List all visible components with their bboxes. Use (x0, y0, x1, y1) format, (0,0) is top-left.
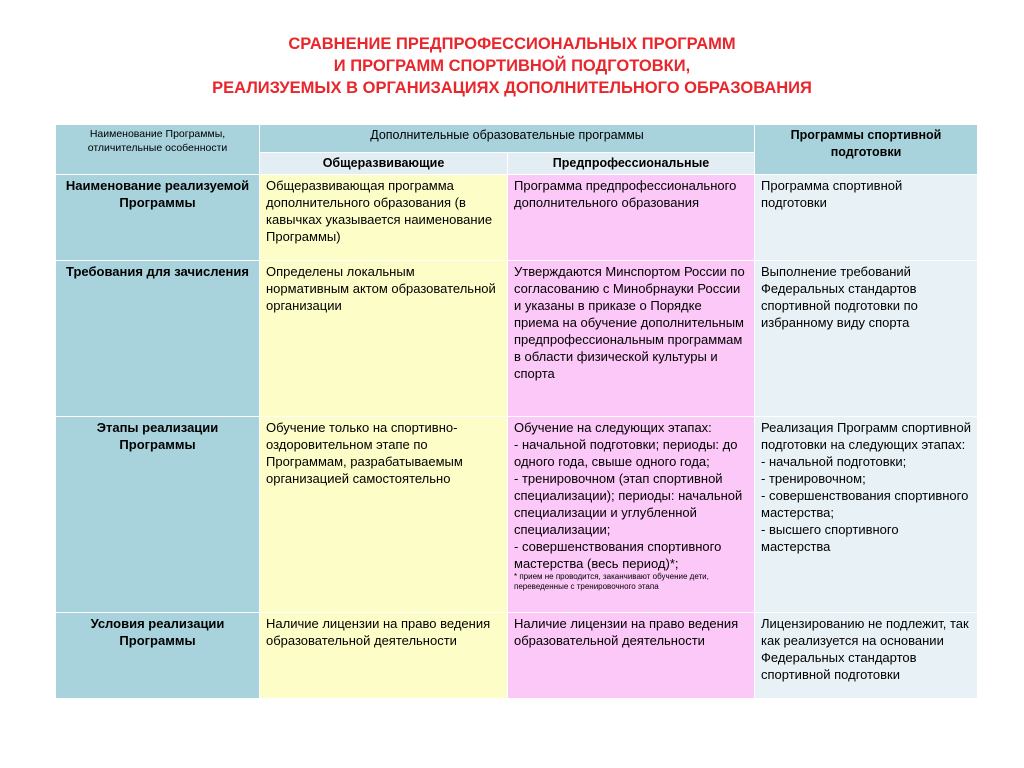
table-row (56, 261, 978, 417)
title-line-3: РЕАЛИЗУЕМЫХ В ОРГАНИЗАЦИЯХ ДОПОЛНИТЕЛЬНОГО ОБРАЗОВАНИЯ (212, 79, 812, 97)
comparison-table (55, 124, 978, 699)
footnote: * прием не проводится, заканчивают обучение дети, переведенные с тренировочного этапа (514, 572, 709, 591)
cell-general: Определены локальным нормативным актом образовательной организации (260, 261, 508, 417)
subheader-preprofessional: Предпрофессиональные (508, 153, 755, 175)
cell-general: Обучение только на спортивно-оздоровительном этапе по Программам, разрабатываемым организацией самостоятельно (260, 417, 508, 613)
row-label: Этапы реализации Программы (56, 417, 260, 613)
cell-text: Обучение на следующих этапах: - начальной подготовки; периоды: до одного года, свыше одного года; - тренировочном (этап спортивной специализации); периоды: начальной специализации и углубленной специализации; - совершенствования спортивного мастерства (весь период)*; (514, 420, 743, 571)
subheader-general: Общеразвивающие (260, 153, 508, 175)
cell-general: Наличие лицензии на право ведения образовательной деятельности (260, 613, 508, 699)
title-line-2: И ПРОГРАММ СПОРТИВНОЙ ПОДГОТОВКИ, (333, 57, 691, 75)
cell-preprofessional (508, 417, 755, 613)
cell-sport: Реализация Программ спортивной подготовки на следующих этапах: - начальной подготовки; - тренировочном; - совершенствования спортивного мастерства; - высшего спортивного мастерства (755, 417, 978, 613)
cell-preprofessional: Наличие лицензии на право ведения образовательной деятельности (508, 613, 755, 699)
header-name-features: Наименование Программы, отличительные особенности (56, 125, 260, 175)
title-line-1: СРАВНЕНИЕ ПРЕДПРОФЕССИОНАЛЬНЫХ ПРОГРАММ (288, 35, 736, 53)
cell-sport: Программа спортивной подготовки (755, 175, 978, 261)
cell-general: Общеразвивающая программа дополнительного образования (в кавычках указывается наименование Программы) (260, 175, 508, 261)
table-row (56, 175, 978, 261)
cell-sport: Лицензированию не подлежит, так как реализуется на основании Федеральных стандартов спортивной подготовки (755, 613, 978, 699)
row-label: Наименование реализуемой Программы (56, 175, 260, 261)
page-title (0, 33, 1024, 99)
row-label: Требования для зачисления (56, 261, 260, 417)
header-sport-programs: Программы спортивной подготовки (755, 125, 978, 175)
cell-preprofessional: Программа предпрофессионального дополнительного образования (508, 175, 755, 261)
table-row (56, 417, 978, 613)
header-additional-programs: Дополнительные образовательные программы (260, 125, 755, 153)
cell-sport: Выполнение требований Федеральных стандартов спортивной подготовки по избранному виду спорта (755, 261, 978, 417)
table-row (56, 613, 978, 699)
cell-preprofessional: Утверждаются Минспортом России по согласованию с Минобрнауки России и указаны в приказе о Порядке приема на обучение дополнительным предпрофессиональным программам в области физической культуры и спорта (508, 261, 755, 417)
row-label: Условия реализации Программы (56, 613, 260, 699)
